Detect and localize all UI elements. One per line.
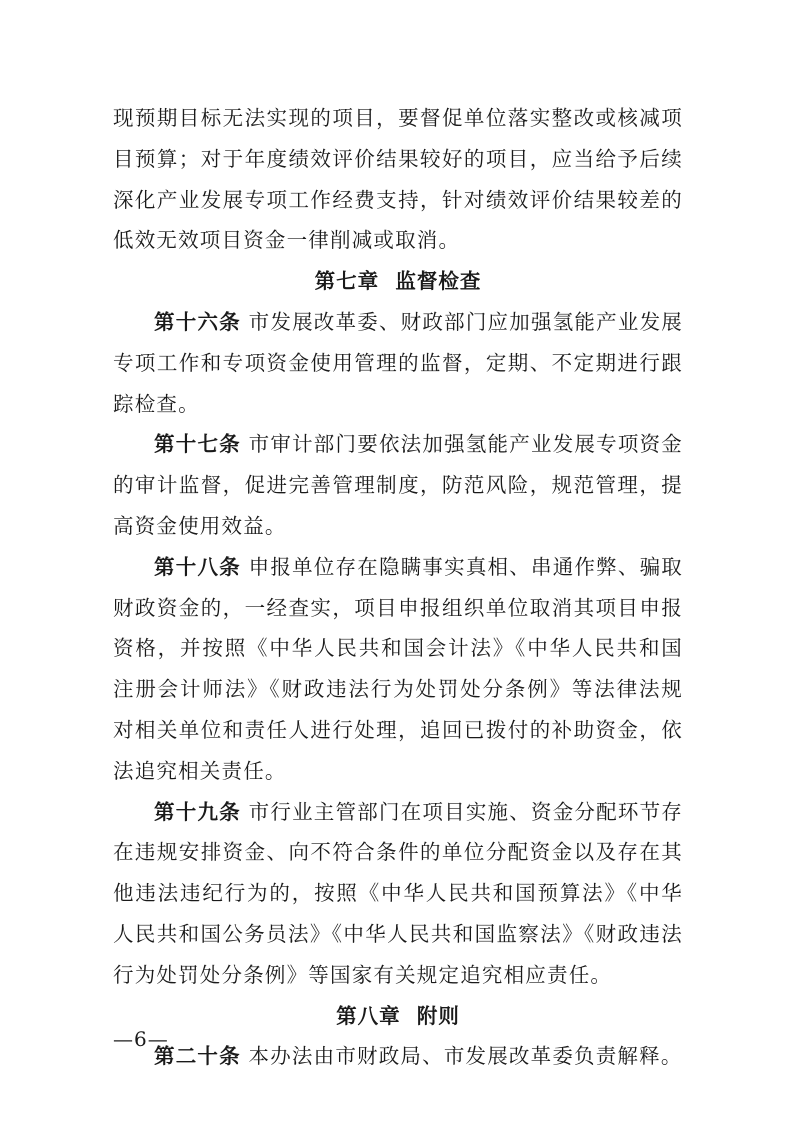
article-18 [113, 547, 683, 792]
article-19-label: 第十九条 [154, 799, 241, 824]
article-16 [113, 302, 683, 424]
article-16-spacer [241, 310, 249, 334]
article-19-text: 市行业主管部门在项目实施、资金分配环节存在违规安排资金、向不符合条件的单位分配资金以及存在其他违法违纪行为的，按照《中华人民共和国预算法》《中华人民共和国公务员法》《中华人民共和国监察法》《财政违法行为处罚处分条例》等国家有关规定追究相应责任。 [113, 799, 684, 987]
chapter-8-heading: 第八章 附则 [336, 1003, 460, 1028]
continued-paragraph: 现预期目标无法实现的项目，要督促单位落实整改或核减项目预算；对于年度绩效评价结果较好的项目，应当给予后续深化产业发展专项工作经费支持，针对绩效评价结果较差的低效无效项目资金一律削减或取消。 [113, 106, 683, 253]
article-16-label: 第十六条 [154, 309, 241, 334]
article-17-spacer [241, 432, 249, 456]
article-17-label: 第十七条 [154, 432, 241, 457]
article-20-label: 第二十条 [154, 1044, 241, 1069]
article-17 [113, 424, 683, 546]
chapter-7-heading: 第七章 监督检查 [314, 269, 482, 294]
article-19 [113, 792, 683, 996]
article-18-label: 第十八条 [154, 554, 241, 579]
page-number: —6— [113, 1027, 169, 1051]
article-18-text: 申报单位存在隐瞒事实真相、串通作弊、骗取财政资金的，一经查实，项目申报组织单位取消其项目申报资格，并按照《中华人民共和国会计法》《中华人民共和国注册会计师法》《财政违法行为处罚处分条例》等法律法规对相关单位和责任人进行处理，追回已拨付的补助资金，依法追究相关责任。 [113, 554, 684, 783]
article-20 [113, 1036, 683, 1077]
article-19-spacer [241, 800, 249, 824]
article-20-spacer [241, 1044, 249, 1068]
article-16-text: 市发展改革委、财政部门应加强氢能产业发展专项工作和专项资金使用管理的监督，定期、不定期进行跟踪检查。 [113, 309, 684, 416]
article-18-spacer [241, 555, 249, 579]
document-body [113, 98, 683, 1077]
article-17-text: 市审计部门要依法加强氢能产业发展专项资金的审计监督，促进完善管理制度，防范风险，规范管理，提高资金使用效益。 [113, 432, 684, 538]
article-20-text: 本办法由市财政局、市发展改革委负责解释。 [248, 1044, 683, 1069]
